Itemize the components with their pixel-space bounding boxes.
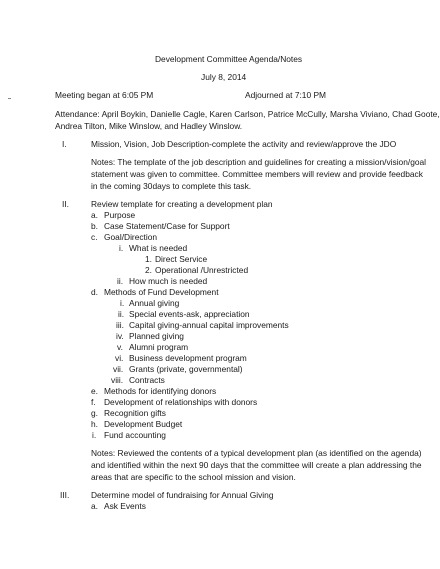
list-marker: i.: [119, 243, 124, 253]
list-marker: vii.: [113, 364, 124, 374]
list-marker: iii.: [116, 320, 124, 330]
list-item: Operational /Unrestricted: [155, 265, 249, 275]
list-marker: d.: [91, 287, 98, 297]
list-marker: i.: [120, 298, 125, 308]
list-item: Case Statement/Case for Support: [104, 221, 230, 231]
list-marker: 2.: [145, 265, 152, 275]
list-item: Contracts: [129, 375, 165, 385]
list-item: Annual giving: [129, 298, 180, 308]
notes-line: Notes: The template of the job description and guidelines for creating a mission/vision/goal: [91, 157, 427, 167]
notes-line: and identified within the next 90 days that the committee will create a plan addressing the: [91, 460, 422, 470]
section-number: III.: [60, 490, 70, 500]
list-item: Planned giving: [129, 331, 184, 341]
list-item: Special events-ask, appreciation: [129, 309, 250, 319]
list-item: How much is needed: [129, 276, 208, 286]
list-marker: vi.: [115, 353, 124, 363]
list-marker: c.: [91, 232, 98, 242]
list-marker: ii.: [117, 276, 124, 286]
attendance-line: Attendance: April Boykin, Danielle Cagle, Karen Carlson, Patrice McCully, Marsha Viviano, Chad Goote,: [55, 109, 440, 119]
list-item: Fund accounting: [104, 430, 166, 440]
list-marker: v.: [117, 342, 123, 352]
list-marker: b.: [91, 221, 98, 231]
list-marker: i.: [92, 430, 97, 440]
list-item: Development of relationships with donors: [104, 397, 258, 407]
list-item: Goal/Direction: [104, 232, 158, 242]
notes-line: statement was given to committee. Committee members will review and provide feedback: [91, 169, 423, 179]
list-item: Development Budget: [104, 419, 183, 429]
list-item: Grants (private, governmental): [129, 364, 243, 374]
list-item: Purpose: [104, 210, 136, 220]
notes-line: areas that are specific to the school mission and vision.: [91, 472, 296, 482]
list-item: What is needed: [129, 243, 188, 253]
document-date: July 8, 2014: [201, 72, 247, 82]
list-marker: iv.: [116, 331, 124, 341]
meeting-began: Meeting began at 6:05 PM: [55, 90, 154, 100]
list-item: Methods for identifying donors: [104, 386, 217, 396]
section-number: I.: [62, 139, 67, 149]
list-marker: viii.: [111, 375, 124, 385]
list-item: Alumni program: [129, 342, 189, 352]
adjourned-time: Adjourned at 7:10 PM: [245, 90, 327, 100]
margin-mark: [8, 98, 11, 99]
list-item: Direct Service: [155, 254, 208, 264]
section-heading: Mission, Vision, Job Description-complete the activity and review/approve the JDO: [91, 139, 397, 149]
list-marker: h.: [91, 419, 98, 429]
list-item: Capital giving-annual capital improvements: [129, 320, 289, 330]
list-marker: 1.: [145, 254, 152, 264]
list-item: Ask Events: [104, 501, 146, 511]
attendance-line: Andrea Tilton, Mike Winslow, and Hadley Winslow.: [55, 121, 243, 131]
notes-line: Notes: Reviewed the contents of a typical development plan (as identified on the agenda): [91, 448, 422, 458]
list-marker: ii.: [118, 309, 125, 319]
list-marker: a.: [91, 210, 98, 220]
list-item: Methods of Fund Development: [104, 287, 219, 297]
section-number: II.: [62, 199, 69, 209]
section-heading: Determine model of fundraising for Annual Giving: [91, 490, 274, 500]
notes-line: in the coming 30days to complete this task.: [91, 181, 252, 191]
list-item: Recognition gifts: [104, 408, 166, 418]
list-marker: e.: [91, 386, 98, 396]
document-title: Development Committee Agenda/Notes: [155, 54, 303, 64]
list-item: Business development program: [129, 353, 247, 363]
list-marker: f.: [91, 397, 96, 407]
section-heading: Review template for creating a development plan: [91, 199, 273, 209]
list-marker: g.: [91, 408, 98, 418]
list-marker: a.: [91, 501, 98, 511]
